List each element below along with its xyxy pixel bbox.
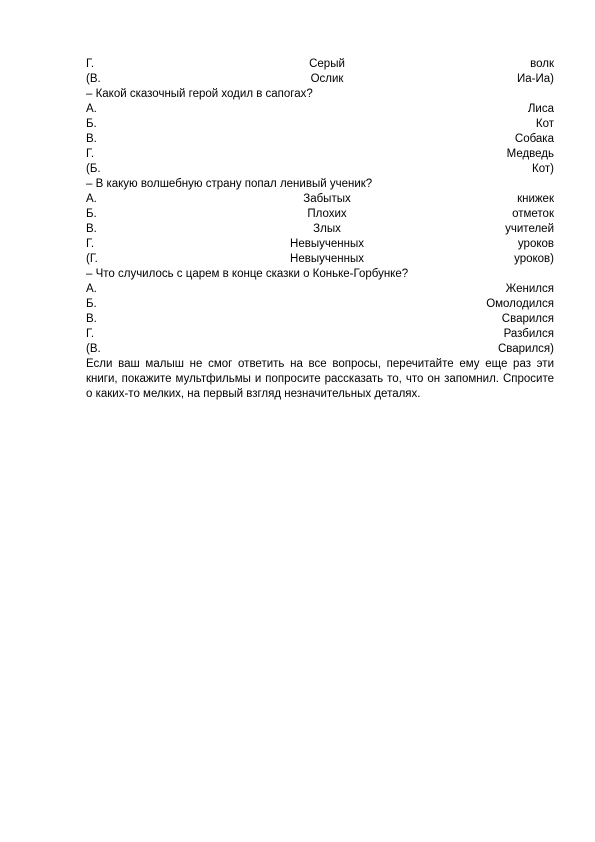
option-letter: Г. bbox=[86, 238, 95, 250]
option-letter: (В. bbox=[86, 343, 101, 355]
option-right-word: Омолодился bbox=[486, 298, 554, 310]
option-right-word: Женился bbox=[505, 283, 554, 295]
question-text: – Какой сказочный герой ходил в сапогах? bbox=[86, 88, 313, 100]
option-right-word: волк bbox=[530, 58, 554, 70]
option-letter: А. bbox=[86, 283, 97, 295]
option-right-word: отметок bbox=[512, 208, 554, 220]
option-right-word: учителей bbox=[505, 223, 554, 235]
option-middle-word: Невыученных bbox=[290, 238, 364, 250]
answer-option-line bbox=[86, 102, 554, 117]
option-middle-word: Ослик bbox=[310, 73, 344, 85]
answer-option-line bbox=[86, 237, 554, 252]
option-letter: Г. bbox=[86, 58, 95, 70]
option-middle-word: Злых bbox=[313, 223, 341, 235]
answer-option-line bbox=[86, 57, 554, 72]
option-letter: (Г. bbox=[86, 253, 98, 265]
option-right-word: Сварился bbox=[501, 313, 554, 325]
question-text: – Что случилось с царем в конце сказки о Коньке-Горбунке? bbox=[86, 268, 409, 280]
answer-option-line bbox=[86, 192, 554, 207]
answer-option-line bbox=[86, 312, 554, 327]
option-letter: (В. bbox=[86, 73, 101, 85]
option-letter: А. bbox=[86, 193, 97, 205]
question-line bbox=[86, 267, 554, 282]
option-right-word: уроков) bbox=[514, 253, 554, 265]
question-line bbox=[86, 87, 554, 102]
option-middle-word: Невыученных bbox=[290, 253, 364, 265]
answer-option-line bbox=[86, 117, 554, 132]
answer-option-line bbox=[86, 72, 554, 87]
answer-option-line bbox=[86, 207, 554, 222]
option-letter: Г. bbox=[86, 328, 95, 340]
option-letter: Б. bbox=[86, 208, 97, 220]
option-right-word: Кот bbox=[535, 118, 554, 130]
question-line bbox=[86, 177, 554, 192]
option-letter: В. bbox=[86, 133, 97, 145]
option-middle-word: Плохих bbox=[307, 208, 347, 220]
answer-option-line bbox=[86, 282, 554, 297]
answer-option-line bbox=[86, 222, 554, 237]
option-right-word: Сварился) bbox=[497, 343, 554, 355]
answer-option-line bbox=[86, 162, 554, 177]
answer-option-line bbox=[86, 342, 554, 357]
question-text: – В какую волшебную страну попал ленивый ученик? bbox=[86, 178, 373, 190]
option-letter: А. bbox=[86, 103, 97, 115]
answer-option-line bbox=[86, 297, 554, 312]
answer-option-line bbox=[86, 147, 554, 162]
option-right-word: Иа-Иа) bbox=[517, 73, 554, 85]
option-right-word: Разбился bbox=[503, 328, 554, 340]
quiz-lines bbox=[86, 57, 554, 357]
option-letter: В. bbox=[86, 313, 97, 325]
option-right-word: книжек bbox=[517, 193, 554, 205]
option-right-word: уроков bbox=[517, 238, 554, 250]
answer-option-line bbox=[86, 132, 554, 147]
option-letter: Б. bbox=[86, 118, 97, 130]
answer-option-line bbox=[86, 252, 554, 267]
option-letter: Г. bbox=[86, 148, 95, 160]
option-right-word: Лиса bbox=[527, 103, 554, 115]
option-letter: Б. bbox=[86, 298, 97, 310]
option-right-word: Кот) bbox=[532, 163, 554, 175]
option-middle-word: Забытых bbox=[303, 193, 351, 205]
option-right-word: Медведь bbox=[506, 148, 554, 160]
answer-option-line bbox=[86, 327, 554, 342]
option-letter: (Б. bbox=[86, 163, 101, 175]
option-middle-word: Серый bbox=[309, 58, 345, 70]
document-page bbox=[86, 57, 554, 414]
option-letter: В. bbox=[86, 223, 97, 235]
closing-paragraph: Если ваш малыш не смог ответить на все вопросы, перечитайте ему еще раз эти книги, покажите мультфильмы и попросите рассказать то, что он запомнил. Спросите о каких-то мелких, на первый взгляд незначительных деталях. bbox=[86, 358, 554, 400]
option-right-word: Собака bbox=[514, 133, 554, 145]
